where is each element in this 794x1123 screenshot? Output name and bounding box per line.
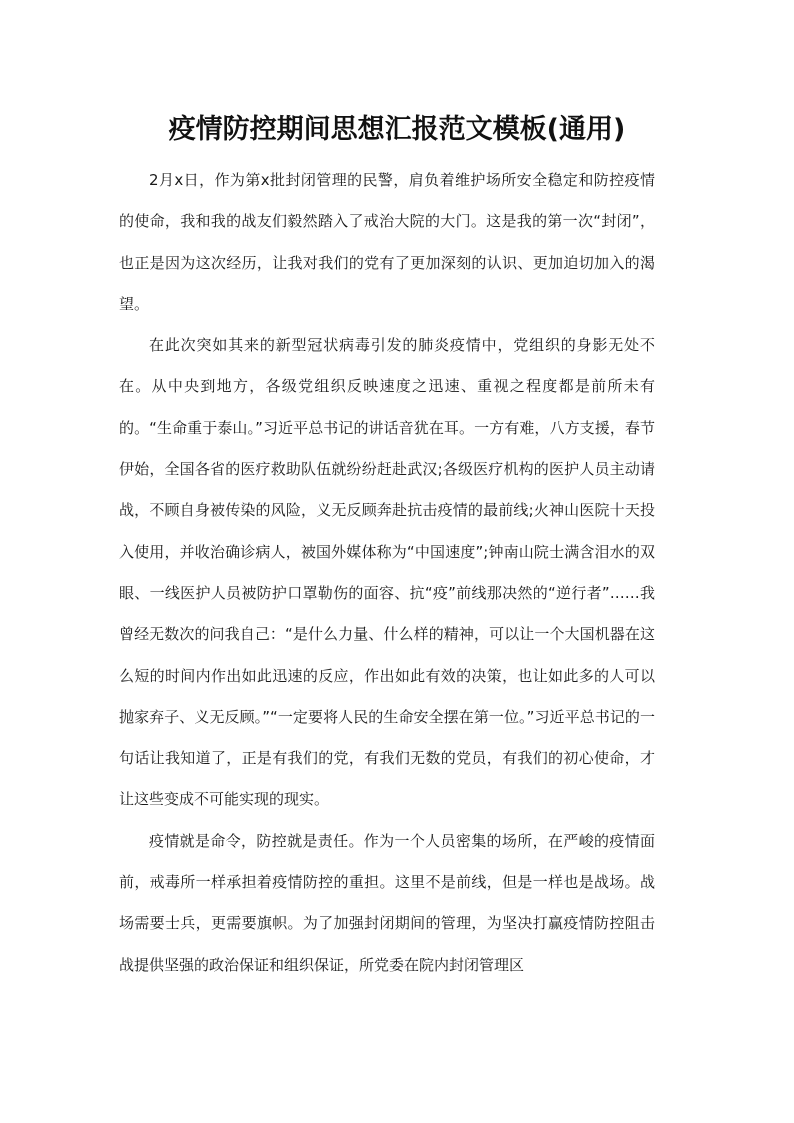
- paragraph-1: 2月x日，作为第x批封闭管理的民警，肩负着维护场所安全稳定和防控疫情的使命，我和我的战友们毅然踏入了戒治大院的大门。这是我的第一次“封闭”，也正是因为这次经历，让我对我们的党有了更加深刻的认识、更加迫切加入的渴望。: [119, 171, 655, 313]
- paragraph-3: 疫情就是命令，防控就是责任。作为一个人员密集的场所，在严峻的疫情面前，戒毒所一样承担着疫情防控的重担。这里不是前线，但是一样也是战场。战场需要士兵，更需要旗帜。为了加强封闭期间的管理，为坚决打赢疫情防控阻击战提供坚强的政治保证和组织保证，所党委在院内封闭管理区: [119, 831, 655, 974]
- document-title: 疫情防控期间思想汇报范文模板(通用): [168, 114, 626, 145]
- document-body: [119, 160, 655, 986]
- paragraph-2: 在此次突如其来的新型冠状病毒引发的肺炎疫情中，党组织的身影无处不在。从中央到地方，各级党组织反映速度之迅速、重视之程度都是前所未有的。“生命重于泰山。”习近平总书记的讲话音犹在耳。一方有难，八方支援，春节伊始，全国各省的医疗救助队伍就纷纷赶赴武汉;各级医疗机构的医护人员主动请战，不顾自身被传染的风险，义无反顾奔赴抗击疫情的最前线;火神山医院十天投入使用，并收治确诊病人，被国外媒体称为“中国速度”;钟南山院士满含泪水的双眼、一线医护人员被防护口罩勒伤的面容、抗“疫”前线那决然的“逆行者”……我曾经无数次的问我自己：“是什么力量、什么样的精神，可以让一个大国机器在这么短的时间内作出如此迅速的反应，作出如此有效的决策，也让如此多的人可以抛家弃子、义无反顾。”“一定要将人民的生命安全摆在第一位。”习近平总书记的一句话让我知道了，正是有我们的党，有我们无数的党员，有我们的初心使命，才让这些变成不可能实现的现实。: [119, 336, 655, 809]
